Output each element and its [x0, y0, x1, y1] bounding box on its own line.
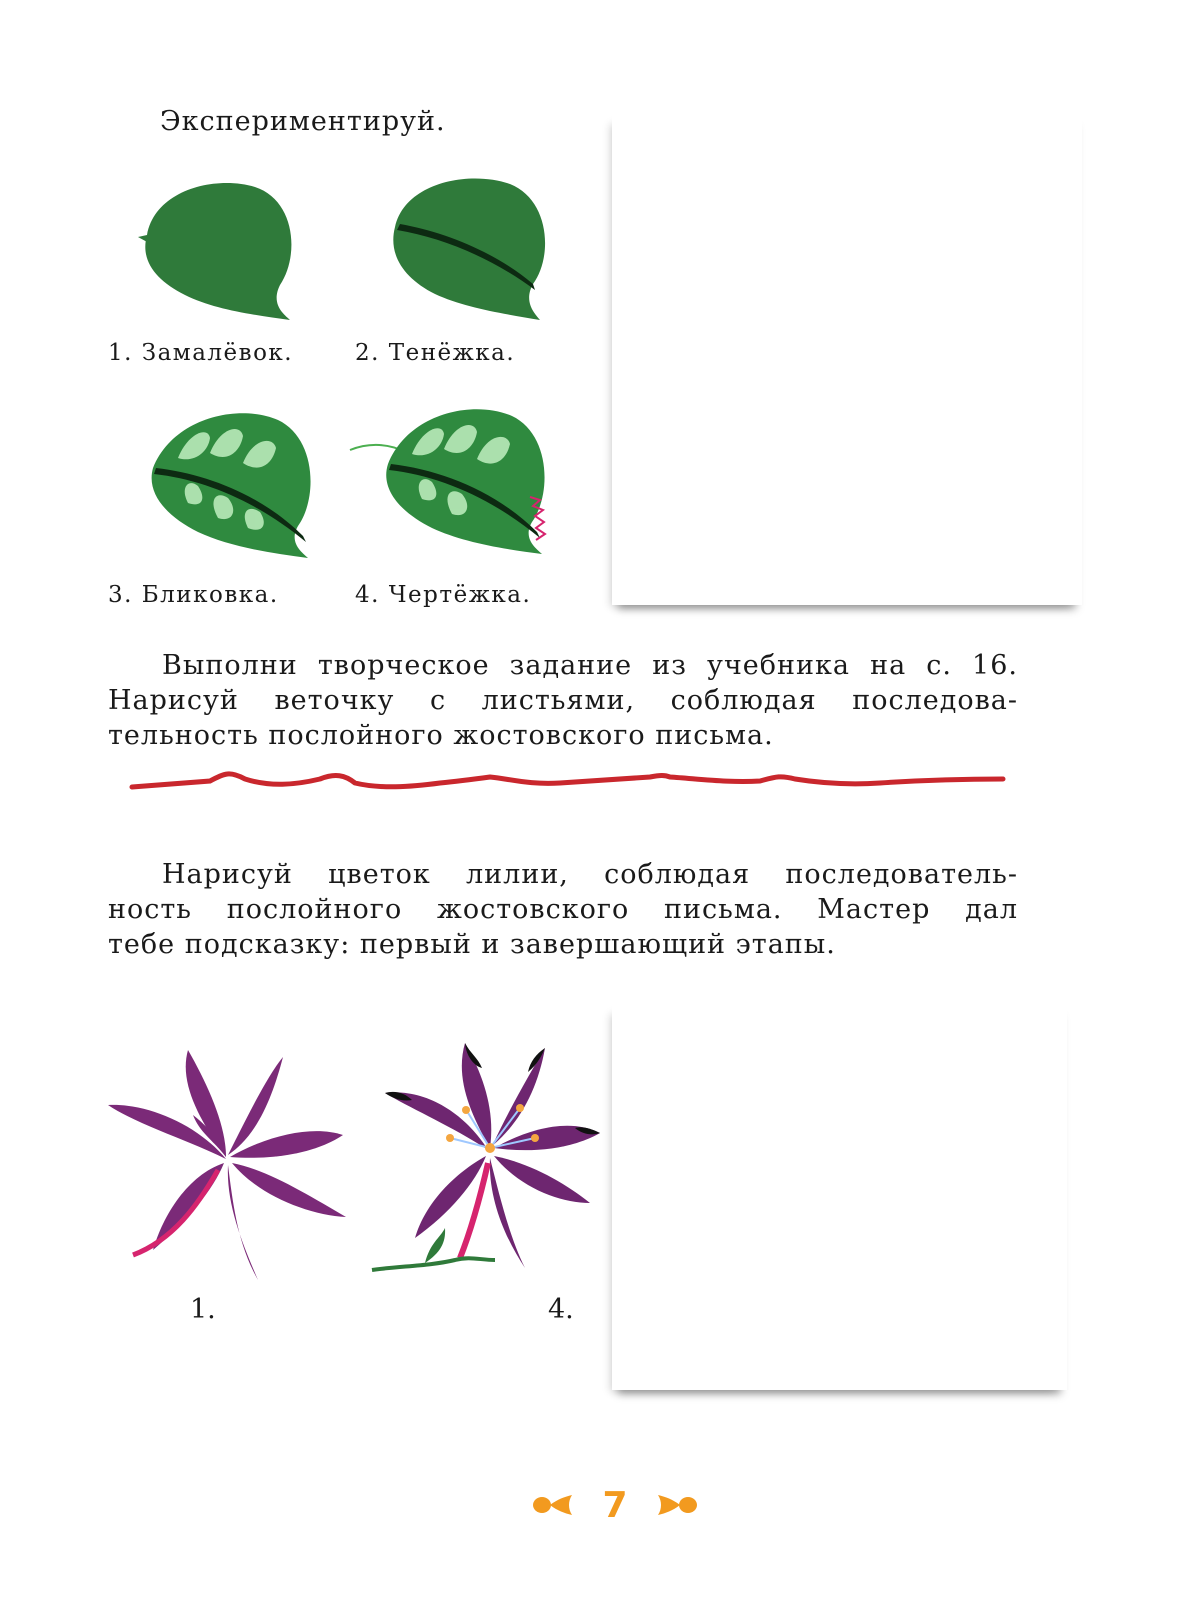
- leaf-step-2-image: [385, 172, 555, 322]
- caption-step-3: 3. Бликовка.: [108, 582, 279, 608]
- page-number-block: [520, 1480, 710, 1530]
- drawing-area-2[interactable]: [612, 1000, 1067, 1390]
- task-2-line-2: ность послойного жостовского письма. Мастер дал: [108, 894, 1018, 925]
- task-1-text: [108, 648, 1018, 753]
- section-heading: Экспериментируй.: [160, 106, 446, 137]
- caption-step-4: 4. Чертёжка.: [355, 582, 532, 608]
- task-2-text: [108, 857, 1018, 962]
- page-number: 7: [602, 1484, 628, 1526]
- drawing-area-1[interactable]: [612, 110, 1082, 605]
- lily-step-4-image: [370, 1038, 615, 1283]
- task-1-line-3: тельность послойного жостовского письма.: [108, 720, 774, 751]
- ornament-left-icon: [532, 1491, 580, 1519]
- task-2-line-3: тебе подсказку: первый и завершающий этапы.: [108, 929, 836, 960]
- wavy-divider: [130, 765, 1005, 795]
- lily-label-1: 1.: [190, 1294, 216, 1325]
- caption-step-1: 1. Замалёвок.: [108, 340, 294, 366]
- lily-label-4: 4.: [548, 1294, 574, 1325]
- leaf-step-4-image: [350, 402, 560, 567]
- task-1-line-1: Выполни творческое задание из учебника на с. 16.: [162, 650, 1018, 681]
- leaf-step-1-image: [135, 175, 305, 325]
- lily-step-1-image: [108, 1045, 353, 1285]
- task-1-line-2: Нарисуй веточку с листьями, соблюдая последова-: [108, 685, 1018, 716]
- caption-step-2: 2. Тенёжка.: [355, 340, 516, 366]
- task-2-line-1: Нарисуй цветок лилии, соблюдая последователь-: [162, 859, 1018, 890]
- leaf-step-3-image: [148, 408, 323, 563]
- ornament-right-icon: [650, 1491, 698, 1519]
